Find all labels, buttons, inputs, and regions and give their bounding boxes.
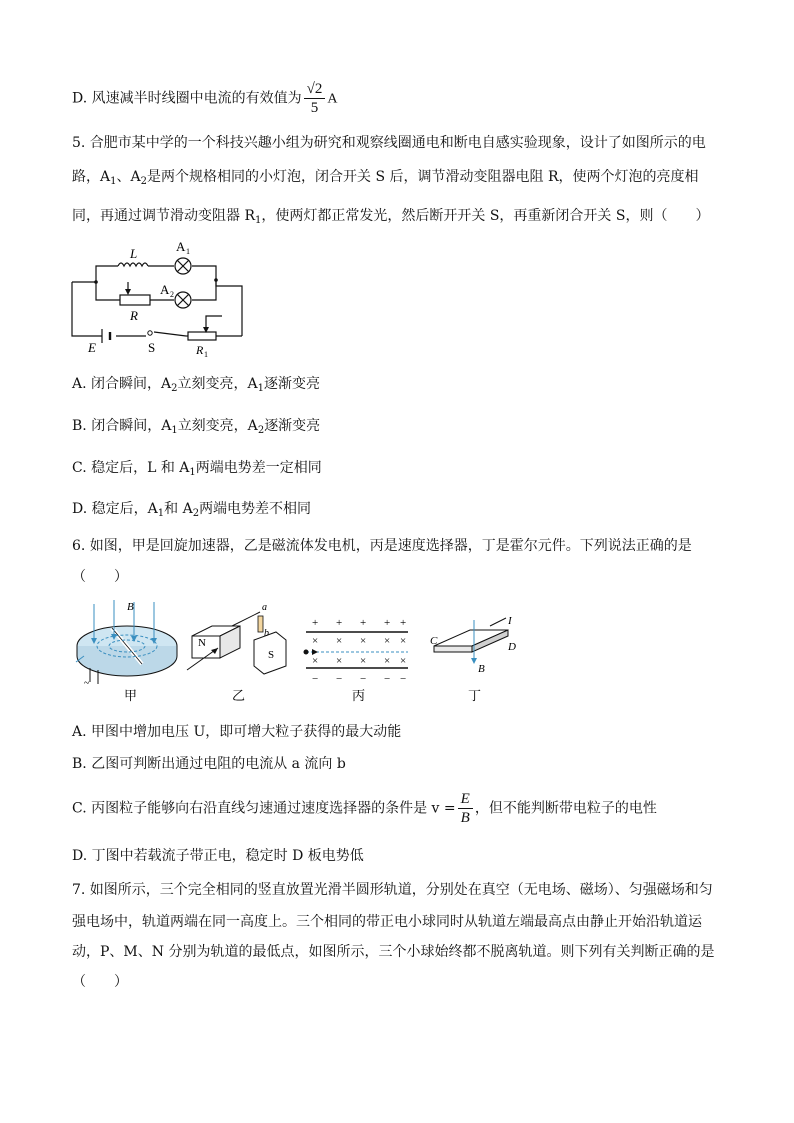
mhd-generator-figure [187,602,286,674]
q5-stem-line2: 路，$A_1$、$A_2$是两个规格相同的小灯泡，闭合开关 S 后，调节滑动变阻器电阻 R，使两个灯泡的亮度相 [72,169,699,187]
svg-text:1: 1 [204,350,208,359]
svg-text:I: I [508,615,512,627]
svg-text:×: × [360,635,367,647]
label-R: R [130,308,138,323]
velocity-selector-figure [304,617,409,685]
q7-stem-line4: （ ） [72,974,128,990]
label-A1: A [176,240,186,254]
svg-text:−: − [312,673,319,685]
caption-yi: 乙 [232,689,246,704]
q7-stem-line2: 强电场中，轨道两端在同一高度上。三个相同的带正电小球同时从轨道左端最高点由静止开始沿轨道运 [72,914,702,930]
svg-text:×: × [336,655,343,667]
svg-text:×: × [384,635,391,647]
svg-text:C: C [430,635,438,647]
svg-text:1: 1 [186,247,190,256]
q5-option-c: C. 稳定后，L 和 $A_1$两端电势差一定相同 [72,460,322,478]
svg-text:×: × [360,655,367,667]
label-E: E [88,340,96,355]
q4-option-d: D. 风速减半时线圈中电流的有效值为 $\frac{√2}{5}$ A [72,81,338,116]
q6-stem-line2: （ ） [72,569,128,585]
fraction: $\frac{√2}{5}$ [304,80,326,117]
q5-circuit-diagram [66,240,256,362]
caption-bing: 丙 [352,689,366,704]
q5-option-b: B. 闭合瞬间，$A_1$立刻变亮，$A_2$逐渐变亮 [72,418,321,436]
svg-text:−: − [400,673,407,685]
svg-text:2: 2 [170,290,174,299]
svg-text:a: a [262,602,267,613]
q5-stem-line1: 5. 合肥市某中学的一个科技兴趣小组为研究和观察线圈通电和断电自感实验现象，设计了如图所示的电 [72,135,706,151]
svg-text:+: + [384,617,391,629]
svg-text:+: + [400,617,407,629]
label-S: S [148,340,156,355]
label-L: L [130,246,138,261]
svg-text:×: × [384,655,391,667]
caption-jia: 甲 [124,689,138,704]
svg-text:×: × [336,635,343,647]
svg-text:×: × [312,655,319,667]
hall-element-figure [430,615,516,675]
label-A2: A [160,282,170,297]
svg-text:−: − [384,673,391,685]
q6-option-a: A. 甲图中增加电压 U，即可增大粒子获得的最大动能 [72,724,402,740]
q6-stem-line1: 6. 如图，甲是回旋加速器，乙是磁流体发电机，丙是速度选择器，丁是霍尔元件。下列说法正确的是 [72,538,692,554]
svg-text:×: × [312,635,319,647]
svg-text:b: b [264,628,269,639]
svg-text:B: B [127,601,134,613]
q7-stem-line1: 7. 如图所示，三个完全相同的竖直放置光滑半圆形轨道，分别处在真空（无电场、磁场）、匀强磁场和匀 [72,882,713,898]
q5-option-d: D. 稳定后，$A_1$和 $A_2$两端电势差不相同 [72,501,312,519]
cyclotron-figure [76,600,177,689]
caption-ding: 丁 [468,689,482,704]
q5-stem-line3: 同，再通过调节滑动变阻器 $R_1$，使两灯都正常发光，然后断开开关 S，再重新闭合开关 S，则（ ） [72,208,710,226]
svg-text:+: + [336,617,343,629]
q7-stem-line3: 动，P、M、N 分别为轨道的最低点，如图所示，三个小球始终都不脱离轨道。则下列有关判断正确的是 [72,944,715,960]
svg-text:B: B [478,663,485,675]
q6-option-c: C. 丙图粒子能够向右沿直线匀速通过速度选择器的条件是 v = $\frac{E}{B}$ ，但不能判断带电粒子的电性 [72,791,657,826]
svg-text:×: × [400,655,407,667]
svg-text:−: − [360,673,367,685]
svg-text:+: + [312,617,319,629]
svg-text:S: S [268,649,275,661]
svg-text:N: N [198,637,206,649]
q6-figures [72,596,532,706]
svg-text:D: D [508,641,516,653]
svg-text:×: × [400,635,407,647]
svg-text:~: ~ [84,678,90,689]
label-R1: R [196,343,204,357]
svg-text:−: − [336,673,343,685]
q6-option-b: B. 乙图可判断出通过电阻的电流从 a 流向 b [72,756,346,772]
svg-text:+: + [360,617,367,629]
q5-option-a: A. 闭合瞬间，$A_2$立刻变亮，$A_1$逐渐变亮 [72,376,320,394]
fraction: $\frac{E}{B}$ [458,790,473,827]
q6-option-d: D. 丁图中若载流子带正电，稳定时 D 板电势低 [72,848,364,864]
q4-option-d-text: D. 风速减半时线圈中电流的有效值为 [72,90,302,107]
